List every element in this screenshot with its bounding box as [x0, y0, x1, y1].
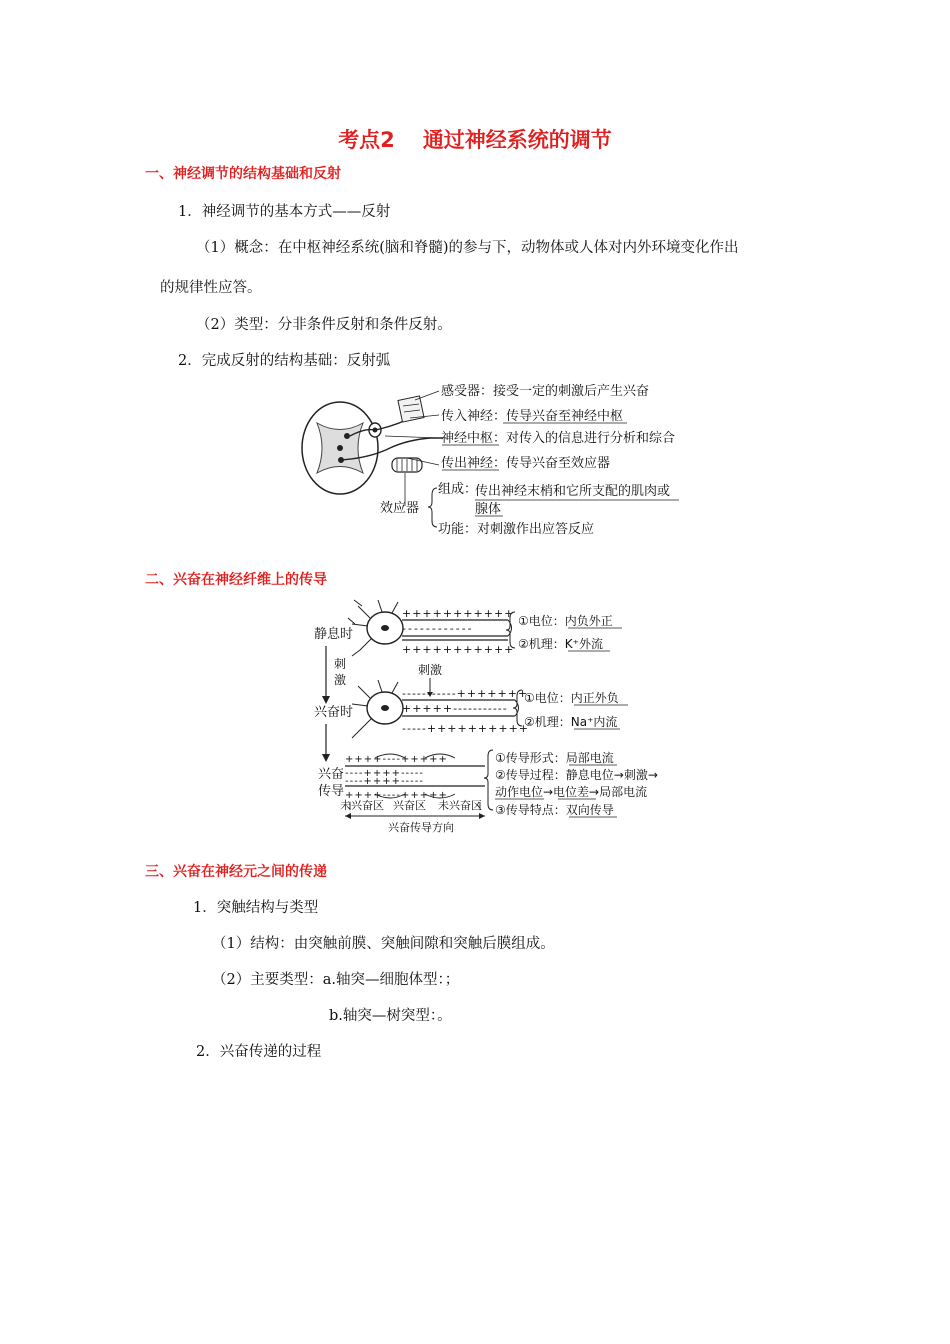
- section1-item1: 1．神经调节的基本方式——反射: [178, 204, 391, 220]
- central-canal: [337, 445, 343, 451]
- receptor-label: 感受器：接受一定的刺激后产生兴奋: [441, 384, 650, 399]
- section1-heading: 一、神经调节的结构基础和反射: [145, 166, 341, 182]
- conduct-brace: [484, 750, 493, 810]
- section3-item1: 1．突触结构与类型: [193, 900, 319, 916]
- svg-text:-----------+++++++: -----------+++++++: [402, 687, 529, 700]
- stimulus-label: 刺激: [418, 663, 443, 677]
- excited-zone: 兴奋区: [393, 799, 426, 812]
- conduct-feature: ③传导特点：双向传导: [495, 803, 614, 817]
- reflex-types: （2）类型：分非条件反射和条件反射。: [196, 317, 452, 333]
- page-title: [0, 124, 950, 154]
- synapse-type-a: （2）主要类型：a.轴突—细胞体型：；: [212, 972, 460, 988]
- title-sub: 通过神经系统的调节: [422, 128, 612, 152]
- stimulus-vertical-1: 刺: [334, 657, 347, 671]
- efferent-label: 传出神经：传导兴奋至效应器: [441, 456, 611, 471]
- synapse-type-b: b.轴突—树突型：。: [329, 1008, 452, 1024]
- unexcited-right: 未兴奋区: [438, 799, 482, 812]
- section2-heading: 二、兴奋在神经纤维上的传导: [145, 572, 327, 588]
- conduct-process-2: 动作电位→电位差→局部电流: [495, 785, 648, 799]
- svg-text:+++++-----------: +++++-----------: [402, 702, 508, 715]
- concept-line1: （1）概念：在中枢神经系统(脑和脊髓)的参与下，动物体或人体对内外环境变化作出: [196, 240, 739, 256]
- direction-label: 兴奋传导方向: [388, 821, 454, 834]
- reflex-arc-diagram: [295, 378, 695, 540]
- concept-line2: 的规律性应答。: [160, 280, 262, 296]
- section3-heading: 三、兴奋在神经元之间的传递: [145, 864, 327, 880]
- composition-label: 组成：: [438, 482, 478, 497]
- exc-mechanism: ②机理：Na⁺内流: [524, 715, 618, 729]
- rest-potential: ①电位：内负外正: [518, 614, 613, 628]
- effector-label: 效应器: [380, 501, 420, 516]
- conduct-form: ①传导形式：局部电流: [495, 751, 614, 765]
- svg-text:----++++-----: ----++++-----: [345, 768, 424, 779]
- conduct-process-1: ②传导过程：静息电位→刺激→: [495, 768, 658, 782]
- afferent-label: 传入神经：传导兴奋至神经中枢: [441, 409, 624, 424]
- synapse-structure: （1）结构：由突触前膜、突触间隙和突触后膜组成。: [212, 936, 555, 952]
- nerve-conduction-diagram: [310, 598, 680, 836]
- conduct-label-1: 兴奋: [318, 767, 345, 782]
- svg-text:++++----+++++: ++++----+++++: [345, 754, 448, 765]
- section1-item2: 2．完成反射的结构基础：反射弧: [178, 353, 391, 369]
- composition-line2: 腺体: [475, 502, 502, 517]
- unexcited-left: 未兴奋区: [340, 799, 384, 812]
- svg-text:+++++++++++: +++++++++++: [402, 607, 515, 620]
- svg-text:++++----+++++: ++++----+++++: [345, 790, 448, 801]
- exc-potential: ①电位：内正外负: [524, 691, 619, 705]
- svg-text:------------: ------------: [402, 622, 474, 635]
- center-label: 神经中枢：对传入的信息进行分析和综合: [441, 431, 676, 446]
- svg-text:-----++++++++++: -----++++++++++: [402, 722, 530, 735]
- composition-line1: 传出神经末梢和它所支配的肌肉或: [475, 484, 671, 499]
- function-label: 功能：对刺激作出应答反应: [438, 522, 595, 537]
- svg-text:+++++++++++: +++++++++++: [402, 643, 515, 656]
- effector-brace: [428, 488, 437, 527]
- resting-label: 静息时: [314, 627, 354, 642]
- excited-neuron: [352, 680, 529, 738]
- conduct-label-2: 传导: [318, 784, 345, 799]
- interneuron-body: [344, 433, 350, 439]
- title-main: 考点2: [338, 128, 395, 152]
- stimulus-vertical-2: 激: [334, 673, 347, 687]
- section3-item2: 2．兴奋传递的过程: [196, 1044, 322, 1060]
- excited-label: 兴奋时: [314, 705, 354, 720]
- rest-mechanism: ②机理：K⁺外流: [518, 637, 603, 651]
- resting-neuron: [348, 600, 514, 656]
- svg-text:----++++-----: ----++++-----: [345, 776, 424, 787]
